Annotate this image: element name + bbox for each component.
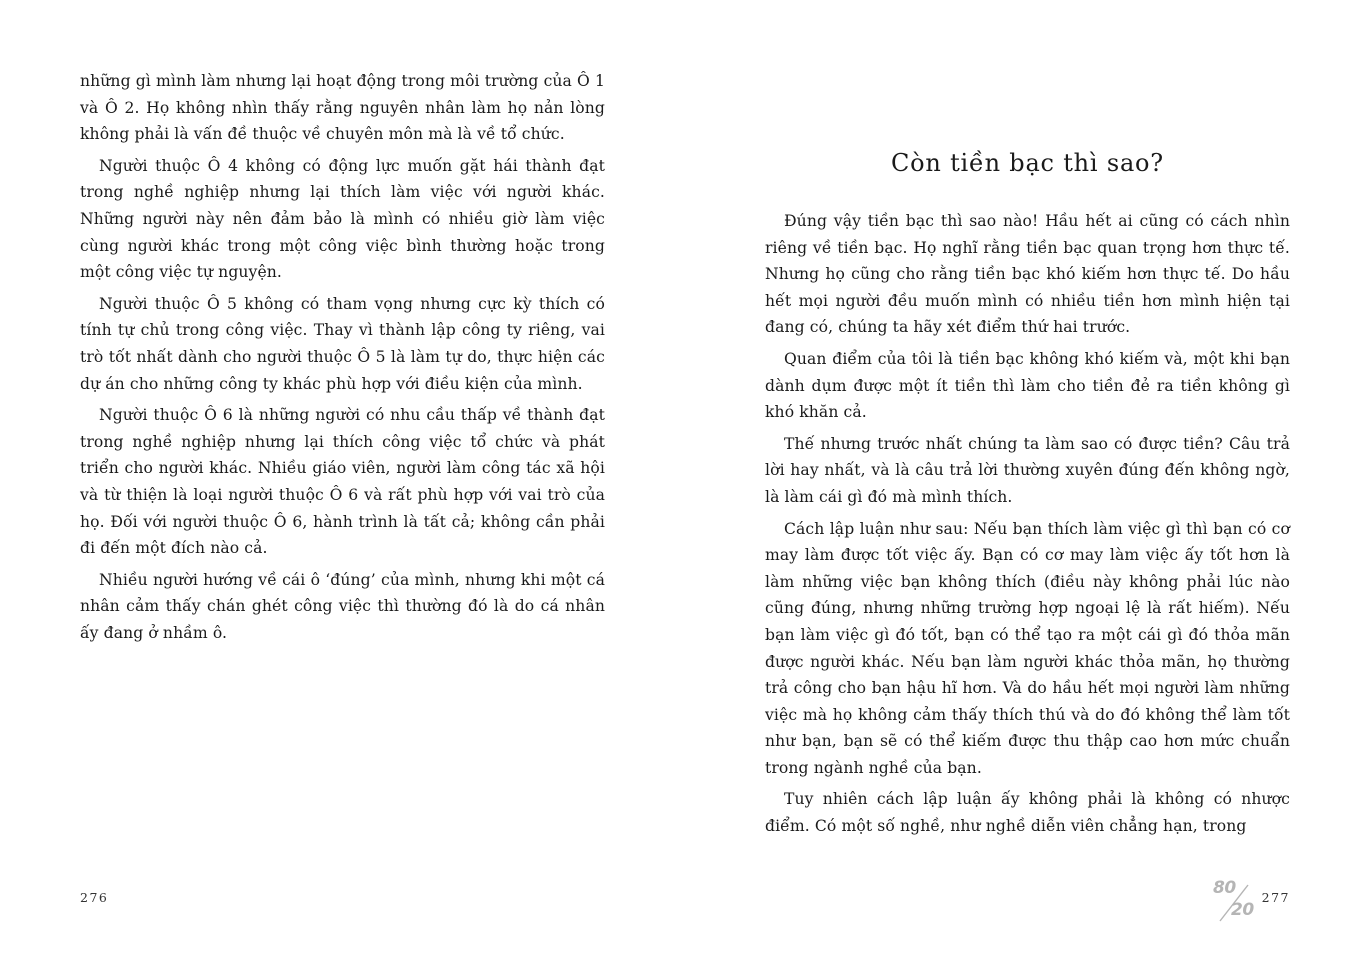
- left-page-body: [80, 68, 605, 651]
- paragraph: Quan điểm của tôi là tiền bạc không khó kiếm và, một khi bạn dành dụm được một ít tiền thì làm cho tiền đẻ ra tiền không gì khó khăn cả.: [765, 349, 1290, 422]
- paragraph: Người thuộc Ô 6 là những người có nhu cầu thấp về thành đạt trong nghề nghiệp nhưng lại thích công việc tổ chức và phát triển cho người khác. Nhiều giáo viên, người làm công tác xã hội và từ thiện là loại người thuộc Ô 6 và rất phù hợp với vai trò của họ. Đối với người thuộc Ô 6, hành trình là tất cả; không cần phải đi đến một đích nào cả.: [80, 406, 605, 558]
- paragraph: Tuy nhiên cách lập luận ấy không phải là không có nhược điểm. Có một số nghề, như nghề diễn viên chẳng hạn, trong: [765, 790, 1290, 836]
- section-title: Còn tiền bạc thì sao?: [891, 149, 1164, 177]
- paragraph: Người thuộc Ô 4 không có động lực muốn gặt hái thành đạt trong nghề nghiệp nhưng lại thích làm việc với người khác. Những người này nên đảm bảo là mình có nhiều giờ làm việc cùng người khác trong một công việc bình thường hoặc trong một công việc tự nguyện.: [80, 156, 605, 282]
- logo-top-number: 80: [1213, 878, 1236, 898]
- right-page: [685, 0, 1370, 969]
- paragraph: Đúng vậy tiền bạc thì sao nào! Hầu hết ai cũng có cách nhìn riêng về tiền bạc. Họ nghĩ rằng tiền bạc quan trọng hơn thực tế. Nhưng họ cũng cho rằng tiền bạc khó kiếm hơn thực tế. Do hầu hết mọi người đều muốn mình có nhiều tiền hơn mình hiện tại đang có, chúng ta hãy xét điểm thứ hai trước.: [765, 212, 1290, 337]
- page-number-left: 276: [80, 890, 109, 905]
- logo-bottom-number: 20: [1231, 900, 1254, 920]
- paragraph: những gì mình làm nhưng lại hoạt động trong môi trường của Ô 1 và Ô 2. Họ không nhìn thấy rằng nguyên nhân làm họ nản lòng không phải là vấn đề thuộc về chuyên môn mà là về tổ chức.: [80, 72, 605, 144]
- page-number-right: 277: [1261, 890, 1290, 905]
- paragraph: Người thuộc Ô 5 không có tham vọng nhưng cực kỳ thích có tính tự chủ trong công việc. Thay vì thành lập công ty riêng, vai trò tốt nhất dành cho người thuộc Ô 5 là làm tự do, thực hiện các dự án cho những công ty khác phù hợp với điều kiện của mình.: [80, 294, 605, 393]
- right-page-body: [765, 208, 1290, 845]
- book-logo-icon: [1210, 878, 1260, 924]
- paragraph: Thế nhưng trước nhất chúng ta làm sao có được tiền? Câu trả lời hay nhất, và là câu trả lời thường xuyên đúng đến không ngờ, là làm cái gì đó mà mình thích.: [765, 434, 1290, 506]
- paragraph: Nhiều người hướng về cái ô ‘đúng’ của mình, nhưng khi một cá nhân cảm thấy chán ghét công việc thì thường đó là do cá nhân ấy đang ở nhầm ô.: [80, 570, 605, 642]
- paragraph: Cách lập luận như sau: Nếu bạn thích làm việc gì thì bạn có cơ may làm được tốt việc ấy. Bạn có cơ may làm việc ấy tốt hơn là làm những việc bạn không thích (điều này không phải lúc nào cũng đúng, nhưng những trường hợp ngoại lệ là rất hiếm). Nếu bạn làm việc gì đó tốt, bạn có thể tạo ra một cái gì đó thỏa mãn được người khác. Nếu bạn làm người khác thỏa mãn, họ thường trả công cho bạn hậu hĩ hơn. Và do hầu hết mọi người làm những việc mà họ không cảm thấy thích thú và do đó không thể làm tốt như bạn, bạn sẽ có thể kiếm được thu thập cao hơn mức chuẩn trong ngành nghề của bạn.: [765, 519, 1290, 777]
